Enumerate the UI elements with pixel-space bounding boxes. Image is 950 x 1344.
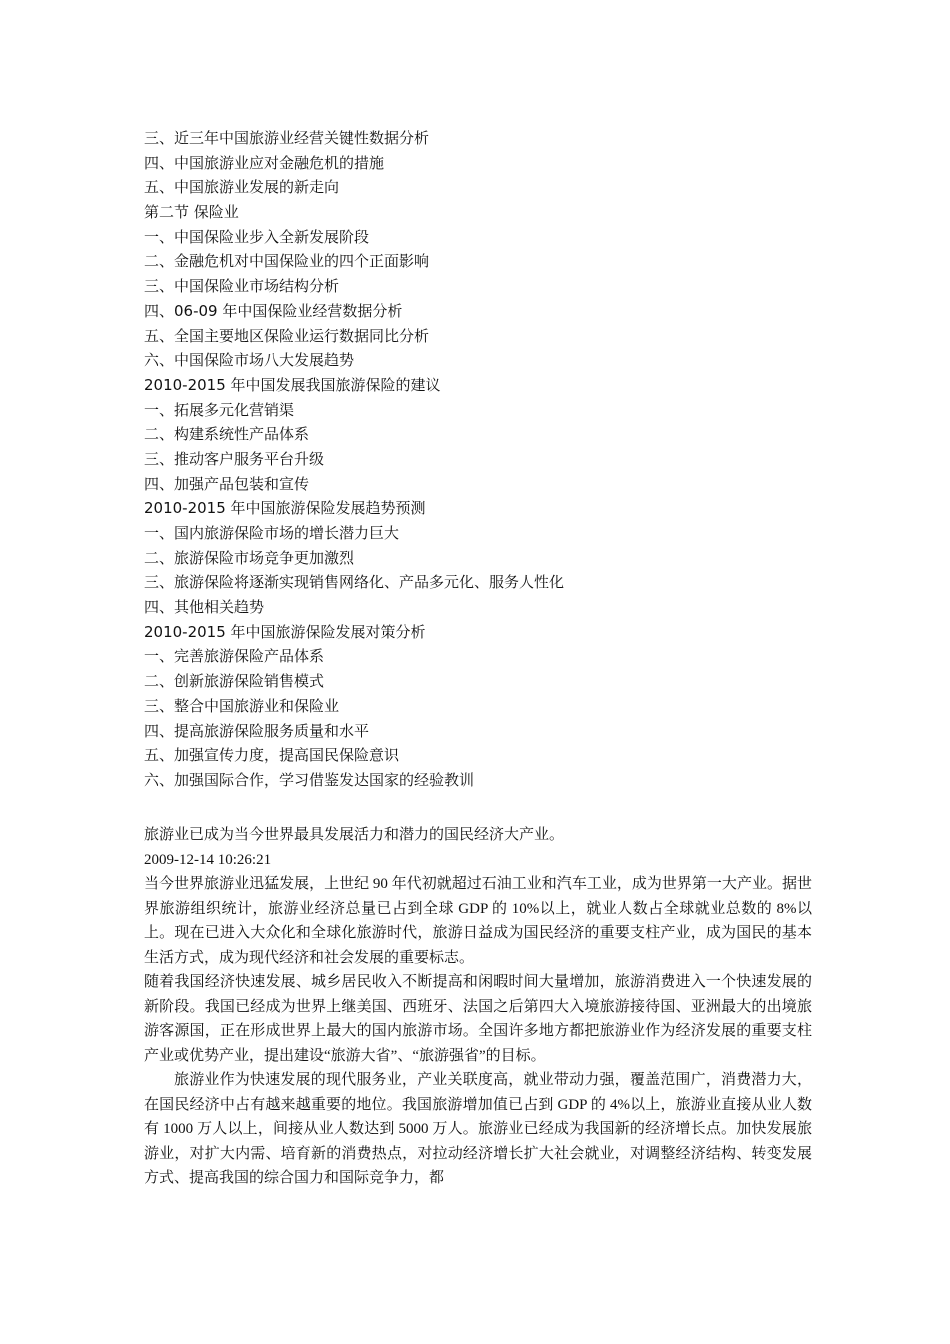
toc-item: 四、加强产品包装和宣传 [144, 474, 310, 493]
toc-item: 五、中国旅游业发展的新走向 [144, 178, 340, 197]
toc-item: 二、金融危机对中国保险业的四个正面影响 [144, 252, 430, 271]
toc-section-heading: 2010-2015 年中国旅游保险发展对策分析 [144, 622, 426, 641]
toc-item: 四、中国旅游业应对金融危机的措施 [144, 153, 385, 172]
toc-item: 三、中国保险业市场结构分析 [144, 277, 340, 296]
toc-item: 四、其他相关趋势 [144, 598, 265, 617]
toc-section-heading: 2010-2015 年中国旅游保险发展趋势预测 [144, 499, 426, 518]
toc-item: 一、拓展多元化营销渠 [144, 400, 295, 419]
article-body [144, 823, 812, 1191]
toc-item: 一、中国保险业步入全新发展阶段 [144, 227, 370, 246]
toc-item: 六、中国保险市场八大发展趋势 [144, 351, 355, 370]
article-paragraph: 当今世界旅游业迅猛发展，上世纪 90 年代初就超过石油工业和汽车工业，成为世界第一大产业。据世界旅游组织统计，旅游业经济总量已占到全球 GDP 的 10%以上，就业人数占全球就业总数的 8%以上。现在已进入大众化和全球化旅游时代，旅游日益成为国民经济的重要支柱产业，成为国民的基本生活方式，成为现代经济和社会发展的重要标志。 [144, 876, 812, 966]
article-paragraph: 旅游业作为快速发展的现代服务业，产业关联度高，就业带动力强，覆盖范围广，消费潜力大，在国民经济中占有越来越重要的地位。我国旅游增加值已占到 GDP 的 4%以上，旅游业直接从业人数有 1000 万人以上，间接从业人数达到 5000 万人。旅游业已经成为我国新的经济增长点。加快发展旅游业，对扩大内需、培育新的消费热点，对拉动经济增长扩大社会就业，对调整经济结构、转变发展方式、提高我国的综合国力和国际竞争力，都 [144, 1072, 812, 1186]
toc-item: 四、提高旅游保险服务质量和水平 [144, 721, 370, 740]
toc-item: 二、创新旅游保险销售模式 [144, 672, 325, 691]
toc-section-heading: 2010-2015 年中国发展我国旅游保险的建议 [144, 375, 441, 394]
toc-section-heading: 第二节 保险业 [144, 203, 239, 222]
toc-item: 四、06-09 年中国保险业经营数据分析 [144, 301, 403, 320]
toc-item: 二、构建系统性产品体系 [144, 425, 310, 444]
toc-item: 三、整合中国旅游业和保险业 [144, 696, 340, 715]
toc-item: 五、全国主要地区保险业运行数据同比分析 [144, 326, 430, 345]
toc-item: 一、国内旅游保险市场的增长潜力巨大 [144, 524, 400, 542]
toc-item: 一、完善旅游保险产品体系 [144, 647, 325, 666]
article-headline: 旅游业已成为当今世界最具发展活力和潜力的国民经济大产业。 [144, 827, 565, 843]
table-of-contents [144, 126, 824, 793]
toc-item: 三、近三年中国旅游业经营关键性数据分析 [144, 129, 430, 147]
article-timestamp: 2009-12-14 10:26:21 [144, 851, 272, 868]
toc-item: 五、加强宣传力度，提高国民保险意识 [144, 746, 400, 765]
toc-item: 六、加强国际合作，学习借鉴发达国家的经验教训 [144, 770, 475, 789]
toc-item: 三、推动客户服务平台升级 [144, 449, 325, 468]
toc-item: 二、旅游保险市场竞争更加激烈 [144, 548, 355, 567]
toc-item: 三、旅游保险将逐渐实现销售网络化、产品多元化、服务人性化 [144, 573, 565, 592]
article-paragraph: 随着我国经济快速发展、城乡居民收入不断提高和闲暇时间大量增加，旅游消费进入一个快速发展的新阶段。我国已经成为世界上继美国、西班牙、法国之后第四大入境旅游接待国、亚洲最大的出境旅游客源国，正在形成世界上最大的国内旅游市场。全国许多地方都把旅游业作为经济发展的重要支柱产业或优势产业，提出建设“旅游大省”、“旅游强省”的目标。 [144, 974, 812, 1064]
